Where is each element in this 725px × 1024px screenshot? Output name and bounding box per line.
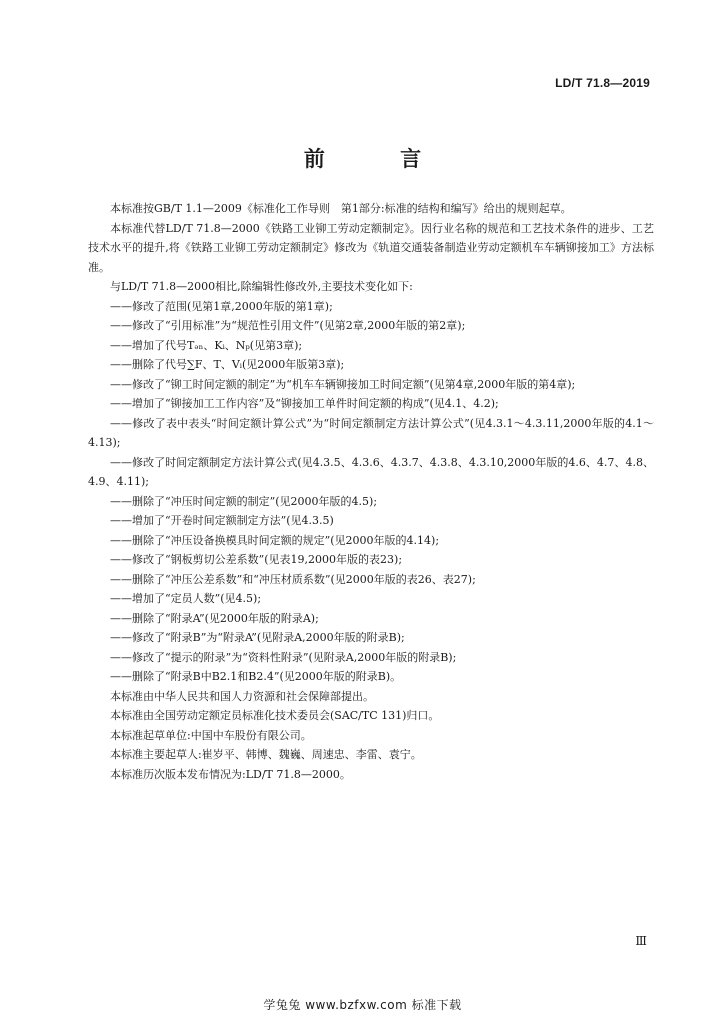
foreword-body [88, 199, 654, 784]
change-item: ——修改了“提示的附录”为“资料性附录”(见附录A,2000年版的附录B); [110, 650, 457, 664]
page-number: Ⅲ [635, 934, 647, 948]
paragraph: 本标准按GB/T 1.1—2009《标准化工作导则 第1部分:标准的结构和编写》给出的规则起草。 [110, 202, 572, 215]
change-item: ——增加了“铆接加工工作内容”及“铆接加工单件时间定额的构成”(见4.1、4.2); [110, 397, 499, 410]
change-item: ——增加了“定员人数”(见4.5); [110, 592, 262, 605]
change-item: ——删除了“附录B中B2.1和B2.4”(见2000年版的附录B)。 [110, 670, 402, 683]
paragraph: 与LD/T 71.8—2000相比,除编辑性修改外,主要技术变化如下: [110, 280, 413, 293]
standard-code-header: LD/T 71.8—2019 [555, 76, 650, 90]
paragraph: 本标准历次版本发布情况为:LD/T 71.8—2000。 [110, 767, 351, 781]
change-item: ——修改了“铆工时间定额的制定”为“机车车辆铆接加工时间定额”(见第4章,2000年版的第4章); [110, 377, 576, 391]
change-item: ——删除了“附录A”(见2000年版的附录A); [110, 611, 319, 625]
paragraph: 本标准主要起草人:崔岁平、韩博、魏巍、周速忠、李雷、袁宁。 [110, 748, 422, 761]
page-title: 前 言 [303, 147, 456, 171]
change-item: ——修改了时间定额制定方法计算公式(见4.3.5、4.3.6、4.3.7、4.3.8、4.3.10,2000年版的4.6、4.7、4.8、4.9、4.11); [88, 455, 654, 488]
paragraph: 本标准由中华人民共和国人力资源和社会保障部提出。 [110, 689, 374, 703]
change-item: ——增加了“开卷时间定额制定方法”(见4.3.5) [110, 514, 334, 527]
paragraph: 本标准由全国劳动定额定员标准化技术委员会(SAC/TC 131)归口。 [110, 709, 440, 722]
change-item: ——修改了表中表头“时间定额计算公式”为“时间定额制定方法计算公式”(见4.3.1～4.3.11,2000年版的4.1～4.13); [88, 416, 654, 449]
change-item: ——删除了“冲压设备换模具时间定额的规定”(见2000年版的4.14); [110, 533, 440, 547]
change-item: ——修改了“附录B”为“附录A”(见附录A,2000年版的附录B); [110, 631, 405, 644]
change-item: ——增加了代号Tₔₙ、Kᵢ、Nₚ(见第3章); [110, 338, 303, 352]
change-item: ——修改了“钢板剪切公差系数”(见表19,2000年版的表23); [110, 553, 403, 566]
change-item: ——删除了代号∑F、T、Vᵢ(见2000年版第3章); [110, 358, 345, 371]
footer-watermark: 学兔兔 www.bzfxw.com 标准下载 [263, 998, 462, 1012]
change-item: ——修改了“引用标准”为“规范性引用文件”(见第2章,2000年版的第2章); [110, 319, 466, 332]
change-item: ——删除了“冲压时间定额的制定”(见2000年版的4.5); [110, 494, 378, 508]
paragraph: 本标准代替LD/T 71.8—2000《铁路工业铆工劳动定额制定》。因行业名称的规范和工艺技术条件的进步、工艺技术水平的提升,将《铁路工业铆工劳动定额制定》修改为《轨道交通装备制造业劳动定额机车车辆铆接加工》方法标准。 [88, 221, 654, 274]
change-item: ——修改了范围(见第1章,2000年版的第1章); [110, 299, 333, 313]
paragraph: 本标准起草单位:中国中车股份有限公司。 [110, 728, 312, 742]
change-item: ——删除了“冲压公差系数”和“冲压材质系数”(见2000年版的表26、表27); [110, 572, 476, 586]
